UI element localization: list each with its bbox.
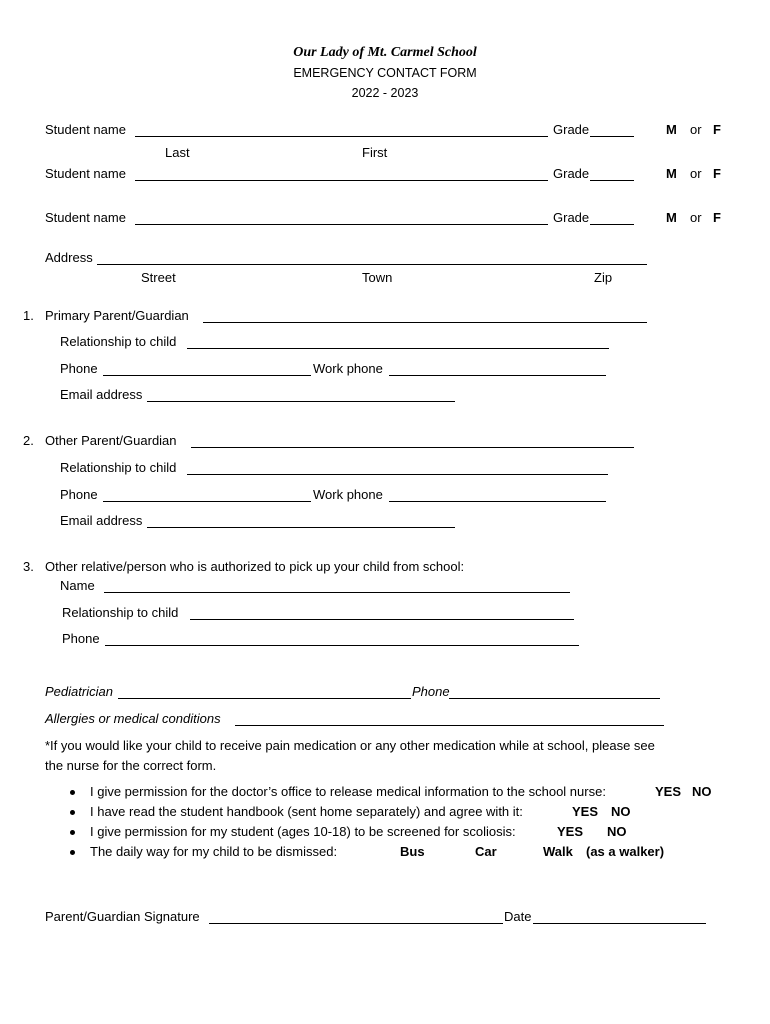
relationship-field[interactable] [190, 619, 574, 620]
yes-option[interactable]: YES [655, 784, 682, 799]
address-field[interactable] [97, 264, 647, 265]
relationship-field[interactable] [187, 348, 609, 349]
grade-field[interactable] [590, 136, 634, 137]
female-option[interactable]: F [713, 210, 721, 225]
grade-field[interactable] [590, 180, 634, 181]
permission-text: The daily way for my child to be dismissed: [90, 844, 338, 859]
form-title: EMERGENCY CONTACT FORM [293, 66, 477, 80]
student-name-field[interactable] [135, 180, 548, 181]
address-label: Address [45, 250, 93, 265]
date-field[interactable] [533, 923, 706, 924]
email-field[interactable] [147, 401, 455, 402]
no-option[interactable]: NO [611, 804, 631, 819]
medication-note-line1: *If you would like your child to receive pain medication or any other medication while at school, please see [45, 738, 655, 753]
phone-label: Phone [60, 487, 98, 502]
car-option[interactable]: Car [475, 844, 497, 859]
bullet-icon [70, 810, 75, 815]
yes-option[interactable]: YES [557, 824, 584, 839]
relationship-label: Relationship to child [60, 460, 177, 475]
student-name-field[interactable] [135, 224, 548, 225]
signature-label: Parent/Guardian Signature [45, 909, 200, 924]
female-option[interactable]: F [713, 166, 721, 181]
name-field[interactable] [104, 592, 570, 593]
primary-guardian-field[interactable] [203, 322, 647, 323]
email-label: Email address [60, 387, 143, 402]
signature-field[interactable] [209, 923, 503, 924]
section-number: 3. [23, 559, 34, 574]
pediatrician-phone-label: Phone [412, 684, 450, 699]
school-year: 2022 - 2023 [351, 86, 419, 100]
male-option[interactable]: M [666, 166, 677, 181]
permission-text: I have read the student handbook (sent home separately) and agree with it: [90, 804, 523, 819]
zip-caption: Zip [594, 270, 613, 285]
other-guardian-label: Other Parent/Guardian [45, 433, 177, 448]
email-field[interactable] [147, 527, 455, 528]
student-name-field[interactable] [135, 136, 548, 137]
bullet-icon [70, 830, 75, 835]
grade-label: Grade [553, 122, 590, 137]
primary-guardian-label: Primary Parent/Guardian [45, 308, 189, 323]
grade-label: Grade [553, 166, 590, 181]
or-text: or [690, 122, 702, 137]
walker-note: (as a walker) [586, 844, 665, 859]
male-option[interactable]: M [666, 210, 677, 225]
allergies-field[interactable] [235, 725, 664, 726]
phone-field[interactable] [103, 501, 311, 502]
other-guardian-field[interactable] [191, 447, 634, 448]
student-name-label: Student name [45, 210, 126, 225]
bullet-icon [70, 850, 75, 855]
pediatrician-label: Pediatrician [45, 684, 113, 699]
allergies-label: Allergies or medical conditions [45, 711, 221, 726]
permission-text: I give permission for the doctor’s office to release medical information to the school nurse: [90, 784, 606, 799]
medication-note-line2: the nurse for the correct form. [45, 758, 217, 773]
student-name-label: Student name [45, 166, 126, 181]
work-phone-field[interactable] [389, 501, 606, 502]
pediatrician-phone-field[interactable] [449, 698, 660, 699]
pediatrician-field[interactable] [118, 698, 411, 699]
work-phone-field[interactable] [389, 375, 606, 376]
walk-option[interactable]: Walk [543, 844, 573, 859]
phone-label: Phone [62, 631, 100, 646]
bus-option[interactable]: Bus [400, 844, 425, 859]
work-phone-label: Work phone [313, 361, 383, 376]
no-option[interactable]: NO [692, 784, 712, 799]
bullet-icon [70, 790, 75, 795]
relationship-label: Relationship to child [60, 334, 177, 349]
relationship-label: Relationship to child [62, 605, 179, 620]
grade-field[interactable] [590, 224, 634, 225]
email-label: Email address [60, 513, 143, 528]
relationship-field[interactable] [187, 474, 608, 475]
female-option[interactable]: F [713, 122, 721, 137]
phone-field[interactable] [105, 645, 579, 646]
or-text: or [690, 210, 702, 225]
authorized-person-heading: Other relative/person who is authorized to pick up your child from school: [45, 559, 465, 574]
no-option[interactable]: NO [607, 824, 627, 839]
yes-option[interactable]: YES [572, 804, 599, 819]
permission-text: I give permission for my student (ages 10-18) to be screened for scoliosis: [90, 824, 516, 839]
street-caption: Street [141, 270, 176, 285]
last-name-caption: Last [165, 145, 190, 160]
first-name-caption: First [362, 145, 388, 160]
name-label: Name [60, 578, 95, 593]
section-number: 2. [23, 433, 34, 448]
grade-label: Grade [553, 210, 590, 225]
male-option[interactable]: M [666, 122, 677, 137]
section-number: 1. [23, 308, 34, 323]
school-name: Our Lady of Mt. Carmel School [293, 45, 477, 60]
work-phone-label: Work phone [313, 487, 383, 502]
phone-label: Phone [60, 361, 98, 376]
town-caption: Town [362, 270, 393, 285]
student-name-label: Student name [45, 122, 126, 137]
date-label: Date [504, 909, 532, 924]
or-text: or [690, 166, 702, 181]
phone-field[interactable] [103, 375, 311, 376]
